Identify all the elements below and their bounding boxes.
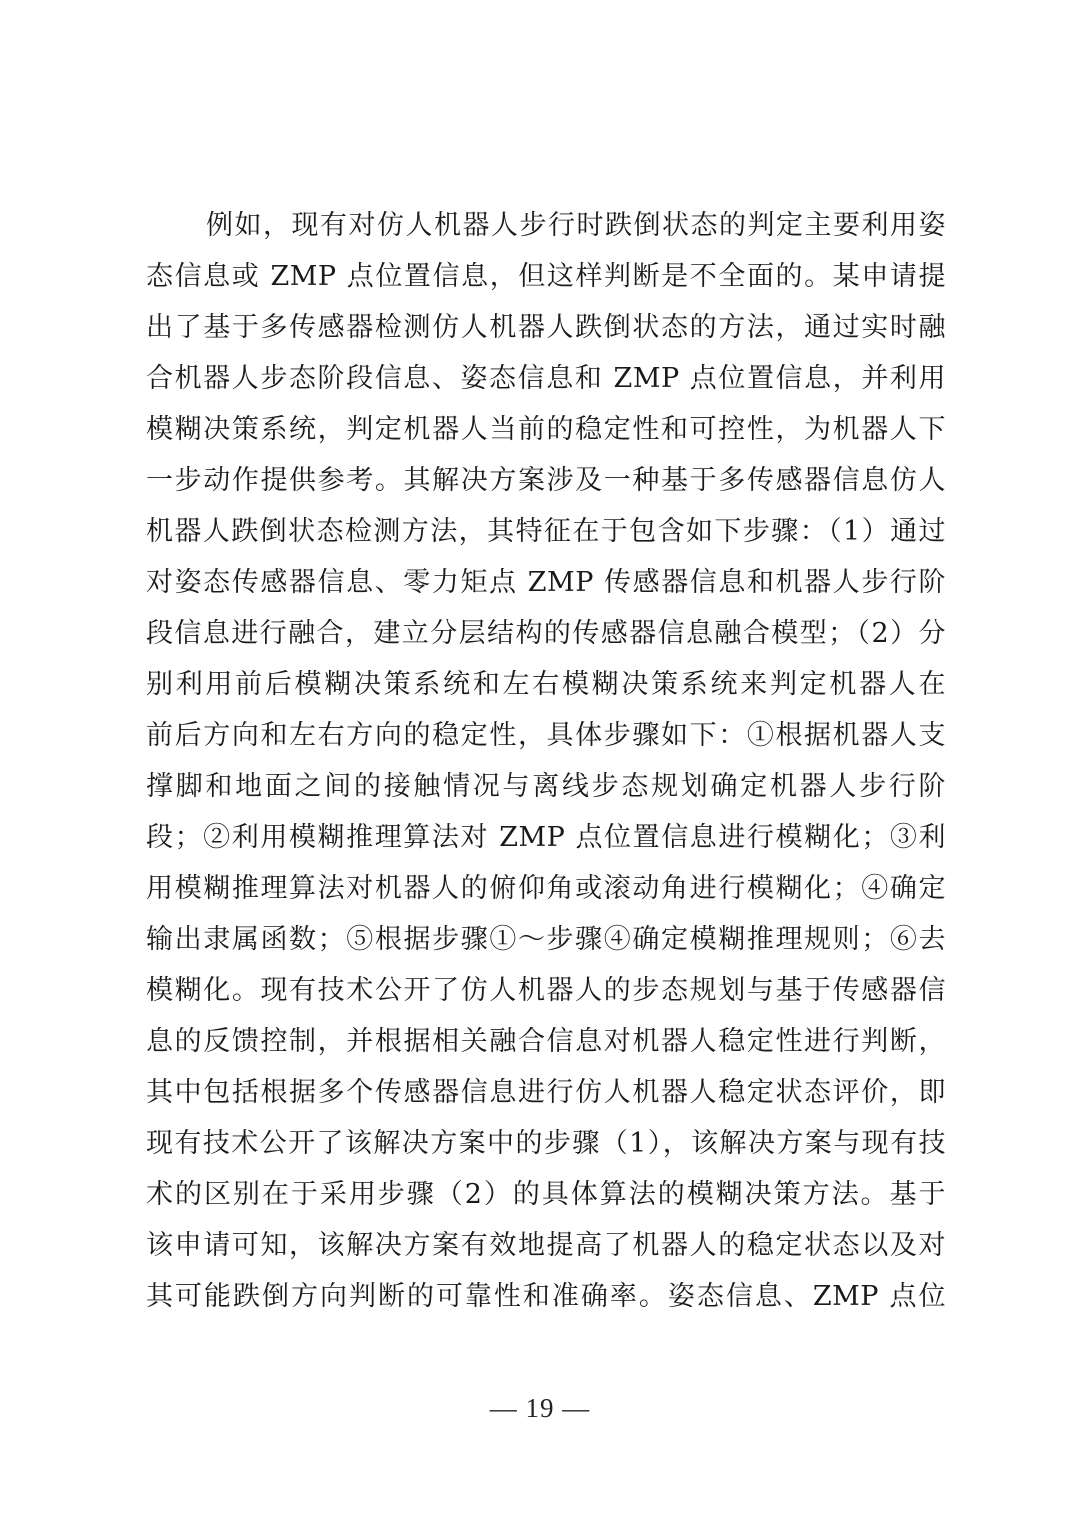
text-line: 态信息或 ZMP 点位置信息，但这样判断是不全面的。某申请提	[146, 261, 946, 292]
text-line: 别利用前后模糊决策系统和左右模糊决策系统来判定机器人在	[146, 669, 946, 700]
page-number: — 19 —	[489, 1393, 591, 1423]
text-line: 前后方向和左右方向的稳定性，具体步骤如下：①根据机器人支	[146, 720, 946, 751]
text-line: 出了基于多传感器检测仿人机器人跌倒状态的方法，通过实时融	[146, 312, 946, 343]
text-line: 用模糊推理算法对机器人的俯仰角或滚动角进行模糊化；④确定	[146, 873, 946, 904]
text-line: 例如，现有对仿人机器人步行时跌倒状态的判定主要利用姿	[206, 210, 946, 241]
text-line: 段信息进行融合，建立分层结构的传感器信息融合模型；（2）分	[146, 618, 946, 649]
text-line: 对姿态传感器信息、零力矩点 ZMP 传感器信息和机器人步行阶	[146, 567, 946, 598]
text-line: 模糊化。现有技术公开了仿人机器人的步态规划与基于传感器信	[146, 975, 946, 1006]
text-line: 一步动作提供参考。其解决方案涉及一种基于多传感器信息仿人	[146, 465, 946, 496]
text-line: 输出隶属函数；⑤根据步骤①～步骤④确定模糊推理规则；⑥去	[146, 924, 946, 955]
text-line: 息的反馈控制，并根据相关融合信息对机器人稳定性进行判断，	[146, 1026, 946, 1057]
text-line: 其可能跌倒方向判断的可靠性和准确率。姿态信息、ZMP 点位	[146, 1281, 946, 1312]
text-line: 术的区别在于采用步骤（2）的具体算法的模糊决策方法。基于	[146, 1179, 946, 1210]
text-line: 段；②利用模糊推理算法对 ZMP 点位置信息进行模糊化；③利	[146, 822, 946, 853]
text-line: 其中包括根据多个传感器信息进行仿人机器人稳定状态评价，即	[146, 1077, 946, 1108]
text-line: 合机器人步态阶段信息、姿态信息和 ZMP 点位置信息，并利用	[146, 363, 946, 394]
text-line: 模糊决策系统，判定机器人当前的稳定性和可控性，为机器人下	[146, 414, 946, 445]
text-line: 机器人跌倒状态检测方法，其特征在于包含如下步骤：（1）通过	[146, 516, 946, 547]
text-line: 撑脚和地面之间的接触情况与离线步态规划确定机器人步行阶	[146, 771, 946, 802]
body-paragraph	[146, 200, 946, 1322]
text-line: 该申请可知，该解决方案有效地提高了机器人的稳定状态以及对	[146, 1230, 946, 1261]
text-line: 现有技术公开了该解决方案中的步骤（1），该解决方案与现有技	[146, 1128, 946, 1159]
